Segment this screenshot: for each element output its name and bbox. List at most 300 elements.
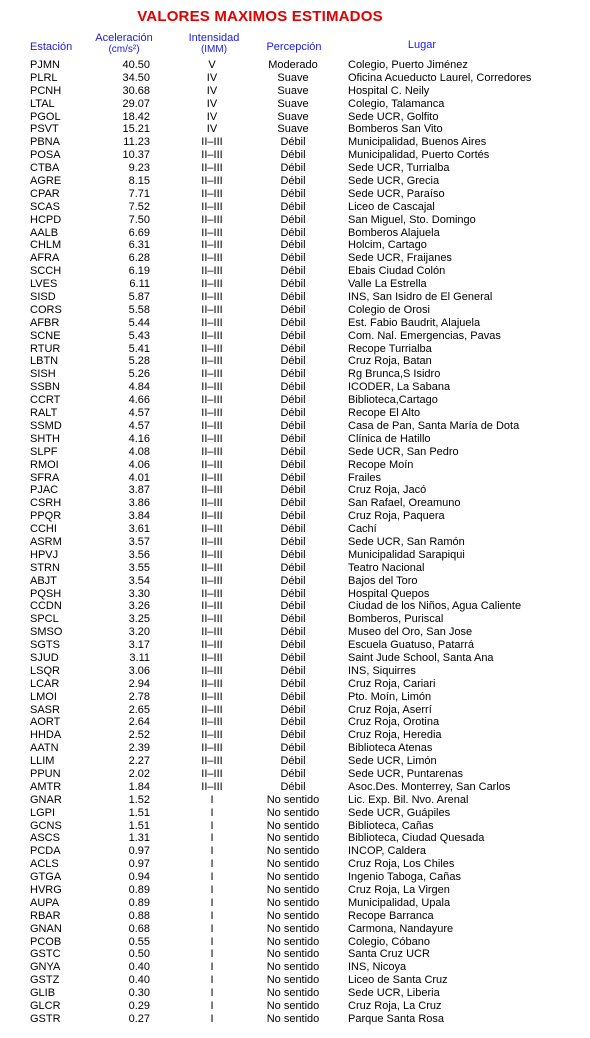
cell-perception: No sentido: [266, 793, 320, 806]
cell-intensity: II–III: [201, 149, 223, 162]
cell-station: GNAR: [30, 793, 62, 806]
cell-place: Lic. Exp. Bil. Nvo. Arenal: [348, 793, 469, 806]
header-intensity-label: Intensidad: [188, 32, 240, 44]
cell-acceleration: 4.06: [128, 458, 150, 471]
cell-acceleration: 5.43: [128, 329, 150, 342]
cell-station: GLCR: [30, 1000, 61, 1013]
table-row: [0, 1013, 590, 1026]
cell-acceleration: 2.65: [128, 703, 150, 716]
table-row: [0, 59, 590, 72]
cell-perception: No sentido: [266, 948, 320, 961]
cell-place: Sede UCR, Liberia: [348, 987, 440, 1000]
cell-perception: Débil: [280, 445, 306, 458]
cell-station: HVRG: [30, 884, 62, 896]
cell-acceleration: 3.55: [128, 561, 150, 574]
cell-acceleration: 6.19: [128, 265, 150, 278]
header-intensity: [180, 33, 248, 55]
cell-intensity: II–III: [201, 316, 223, 329]
cell-acceleration: 3.06: [128, 664, 150, 677]
cell-station: POSA: [30, 149, 61, 162]
cell-intensity: II–III: [201, 716, 223, 729]
cell-acceleration: 9.23: [128, 162, 150, 175]
cell-acceleration: 0.94: [128, 871, 150, 884]
cell-intensity: I: [210, 884, 214, 896]
cell-acceleration: 6.69: [128, 226, 150, 239]
cell-acceleration: 3.84: [128, 510, 150, 523]
cell-perception: Débil: [280, 535, 306, 548]
page-title: VALORES MAXIMOS ESTIMADOS: [137, 8, 383, 25]
cell-perception: Suave: [277, 110, 309, 123]
table-row: [0, 626, 590, 639]
table-row: [0, 394, 590, 407]
cell-perception: No sentido: [266, 974, 320, 987]
cell-station: SFRA: [30, 471, 60, 484]
cell-acceleration: 3.26: [128, 600, 150, 613]
cell-perception: No sentido: [266, 909, 320, 922]
table-row: [0, 858, 590, 871]
table-row: [0, 85, 590, 98]
table-row: [0, 368, 590, 381]
cell-acceleration: 7.71: [128, 187, 150, 200]
cell-perception: Débil: [280, 613, 306, 626]
cell-station: SASR: [30, 703, 60, 716]
cell-perception: No sentido: [266, 1000, 320, 1013]
cell-intensity: I: [210, 1000, 214, 1013]
cell-acceleration: 3.20: [128, 626, 150, 639]
cell-perception: Débil: [280, 742, 306, 755]
cell-acceleration: 5.41: [128, 342, 150, 355]
cell-intensity: I: [210, 961, 214, 974]
cell-intensity: II–III: [201, 278, 223, 291]
cell-station: PCOB: [30, 935, 62, 948]
cell-acceleration: 3.11: [129, 651, 150, 664]
cell-intensity: II–III: [201, 162, 223, 175]
cell-place: Municipalidad, Buenos Aires: [348, 136, 487, 149]
cell-place: Hospital Quepos: [348, 587, 430, 600]
table-row: [0, 742, 590, 755]
table-row: [0, 472, 590, 485]
cell-intensity: II–III: [201, 407, 223, 420]
table-row: [0, 188, 590, 201]
cell-perception: Débil: [280, 755, 306, 768]
cell-place: Bajos del Toro: [348, 574, 418, 587]
cell-perception: Débil: [280, 690, 306, 703]
header-perception: Percepción: [266, 41, 322, 53]
cell-acceleration: 3.56: [128, 548, 150, 561]
header-station: Estación: [30, 41, 73, 53]
cell-acceleration: 6.28: [128, 252, 150, 265]
table-row: [0, 987, 590, 1000]
cell-intensity: II–III: [201, 664, 223, 677]
cell-perception: Suave: [277, 97, 309, 110]
cell-station: STRN: [30, 561, 60, 574]
cell-perception: Débil: [280, 664, 306, 677]
cell-perception: Suave: [277, 71, 309, 84]
cell-perception: Débil: [280, 767, 306, 780]
cell-acceleration: 3.57: [128, 535, 150, 548]
cell-place: Cruz Roja, Orotina: [348, 716, 440, 729]
cell-acceleration: 0.50: [128, 948, 150, 961]
cell-perception: No sentido: [266, 871, 320, 884]
cell-perception: No sentido: [266, 845, 320, 858]
table-row: [0, 807, 590, 820]
cell-intensity: I: [210, 922, 214, 935]
cell-place: Colegio de Orosi: [348, 303, 430, 316]
cell-acceleration: 1.52: [128, 793, 150, 806]
cell-station: AFRA: [30, 252, 60, 265]
cell-intensity: IV: [206, 84, 218, 97]
cell-place: Com. Nal. Emergencias, Pavas: [348, 329, 501, 342]
cell-intensity: I: [210, 806, 214, 819]
cell-perception: Débil: [280, 548, 306, 561]
cell-perception: Débil: [280, 523, 306, 536]
cell-place: Biblioteca Atenas: [348, 742, 433, 755]
cell-intensity: II–III: [201, 342, 223, 355]
cell-station: CHLM: [30, 239, 62, 252]
table-row: [0, 729, 590, 742]
cell-intensity: II–III: [201, 523, 223, 536]
cell-place: Pto. Moín, Limón: [348, 690, 432, 703]
cell-intensity: II–III: [201, 561, 223, 574]
cell-intensity: IV: [206, 123, 218, 136]
cell-station: GNYA: [30, 961, 61, 974]
cell-place: Biblioteca, Ciudad Quesada: [348, 832, 485, 845]
cell-place: Sede UCR, Guápiles: [348, 806, 451, 819]
cell-station: GLIB: [30, 987, 56, 1000]
cell-place: Cruz Roja, Cariari: [348, 677, 436, 690]
cell-acceleration: 0.27: [128, 1012, 150, 1025]
cell-intensity: II–III: [201, 445, 223, 458]
cell-intensity: II–III: [201, 510, 223, 523]
cell-station: SMSO: [30, 626, 63, 639]
cell-intensity: I: [210, 909, 214, 922]
table-row: [0, 961, 590, 974]
cell-place: Saint Jude School, Santa Ana: [348, 651, 494, 664]
cell-acceleration: 5.26: [128, 368, 150, 381]
table-row: [0, 162, 590, 175]
cell-perception: Débil: [280, 187, 306, 200]
cell-place: Sede UCR, Golfito: [348, 110, 439, 123]
cell-acceleration: 1.31: [128, 832, 150, 845]
table-row: [0, 923, 590, 936]
table-row: [0, 897, 590, 910]
table-row: [0, 948, 590, 961]
cell-acceleration: 30.68: [122, 84, 150, 97]
table-row: [0, 1000, 590, 1013]
cell-perception: Débil: [280, 626, 306, 639]
table-row: [0, 497, 590, 510]
cell-place: Museo del Oro, San Jose: [348, 626, 473, 639]
cell-acceleration: 34.50: [122, 71, 150, 84]
cell-intensity: I: [210, 793, 214, 806]
table-row: [0, 639, 590, 652]
cell-intensity: I: [210, 987, 214, 1000]
cell-place: Colegio, Cóbano: [348, 935, 430, 948]
cell-acceleration: 2.02: [128, 767, 150, 780]
cell-intensity: II–III: [201, 574, 223, 587]
cell-station: SCNE: [30, 329, 61, 342]
cell-acceleration: 0.55: [128, 935, 150, 948]
cell-acceleration: 0.40: [128, 961, 150, 974]
cell-perception: Débil: [280, 368, 306, 381]
cell-place: Recope El Alto: [348, 407, 421, 420]
cell-perception: No sentido: [266, 987, 320, 1000]
cell-intensity: II–III: [201, 226, 223, 239]
cell-station: CSRH: [30, 497, 62, 510]
table-row: [0, 600, 590, 613]
cell-station: GSTR: [30, 1012, 61, 1025]
cell-intensity: II–III: [201, 497, 223, 510]
cell-intensity: II–III: [201, 329, 223, 342]
cell-place: Cruz Roja, Aserrí: [348, 703, 432, 716]
cell-perception: Débil: [280, 265, 306, 278]
cell-acceleration: 6.31: [128, 239, 150, 252]
cell-place: Colegio, Puerto Jiménez: [348, 59, 468, 71]
cell-place: INS, Nicoya: [348, 961, 407, 974]
cell-acceleration: 5.58: [128, 303, 150, 316]
table-row: [0, 343, 590, 356]
cell-intensity: II–III: [201, 252, 223, 265]
cell-place: Sede UCR, Fraijanes: [348, 252, 452, 265]
cell-perception: Débil: [280, 213, 306, 226]
cell-intensity: II–III: [201, 213, 223, 226]
cell-intensity: I: [210, 948, 214, 961]
cell-place: Parque Santa Rosa: [348, 1012, 445, 1025]
table-row: [0, 123, 590, 136]
cell-acceleration: 1.84: [128, 780, 150, 793]
cell-perception: Débil: [280, 780, 306, 793]
cell-perception: No sentido: [266, 858, 320, 871]
cell-perception: Débil: [280, 291, 306, 304]
table-row: [0, 781, 590, 794]
cell-station: CCDN: [30, 600, 62, 613]
cell-place: Hospital C. Neily: [348, 84, 430, 97]
cell-station: CCRT: [30, 394, 61, 407]
cell-place: Valle La Estrella: [348, 278, 427, 291]
cell-station: SPCL: [30, 613, 59, 626]
cell-place: Sede UCR, Paraíso: [348, 187, 445, 200]
cell-intensity: II–III: [201, 755, 223, 768]
cell-perception: No sentido: [266, 806, 320, 819]
cell-perception: Débil: [280, 484, 306, 497]
cell-place: Sede UCR, Limón: [348, 755, 437, 768]
cell-perception: Débil: [280, 316, 306, 329]
cell-station: SISH: [30, 368, 56, 381]
cell-place: Bomberos Alajuela: [348, 226, 440, 239]
cell-place: Oficina Acueducto Laurel, Corredores: [348, 71, 532, 84]
table-row: [0, 420, 590, 433]
cell-intensity: II–III: [201, 626, 223, 639]
cell-acceleration: 0.30: [128, 987, 150, 1000]
table-row: [0, 381, 590, 394]
cell-station: AFBR: [30, 316, 60, 329]
cell-intensity: II–III: [201, 613, 223, 626]
cell-acceleration: 4.08: [128, 445, 150, 458]
cell-place: Sede UCR, Puntarenas: [348, 767, 463, 780]
table-row: [0, 446, 590, 459]
cell-acceleration: 0.89: [128, 896, 150, 909]
cell-place: Municipalidad, Puerto Cortés: [348, 149, 490, 162]
table-row: [0, 549, 590, 562]
cell-station: SGTS: [30, 639, 60, 652]
cell-place: Frailes: [348, 471, 382, 484]
cell-station: PCDA: [30, 845, 61, 858]
table-row: [0, 562, 590, 575]
cell-place: Escuela Guatuso, Patarrá: [348, 639, 474, 652]
cell-intensity: I: [210, 871, 214, 884]
cell-station: LTAL: [30, 97, 55, 110]
table-row: [0, 691, 590, 704]
cell-station: PJMN: [30, 59, 60, 71]
cell-perception: Débil: [280, 303, 306, 316]
cell-station: CPAR: [30, 187, 60, 200]
header-acceleration-label: Aceleración: [95, 32, 153, 44]
table-row: [0, 652, 590, 665]
cell-perception: Débil: [280, 703, 306, 716]
cell-perception: No sentido: [266, 1012, 320, 1025]
table-row: [0, 214, 590, 227]
cell-acceleration: 0.88: [128, 909, 150, 922]
cell-perception: Débil: [280, 471, 306, 484]
cell-place: Asoc.Des. Monterrey, San Carlos: [348, 780, 511, 793]
cell-station: PGOL: [30, 110, 61, 123]
cell-station: HHDA: [30, 729, 62, 742]
cell-acceleration: 10.37: [122, 149, 150, 162]
cell-place: Sede UCR, San Ramón: [348, 535, 465, 548]
cell-station: SLPF: [30, 445, 58, 458]
cell-station: LCAR: [30, 677, 60, 690]
table-row: [0, 252, 590, 265]
cell-place: Cruz Roja, La Virgen: [348, 884, 450, 896]
cell-intensity: II–III: [201, 548, 223, 561]
cell-station: AATN: [30, 742, 59, 755]
cell-place: Recope Moín: [348, 458, 414, 471]
cell-station: RBAR: [30, 909, 61, 922]
cell-acceleration: 3.30: [128, 587, 150, 600]
cell-perception: Débil: [280, 432, 306, 445]
table-row: [0, 459, 590, 472]
cell-station: GSTZ: [30, 974, 60, 987]
cell-acceleration: 4.84: [128, 381, 150, 394]
cell-perception: Débil: [280, 226, 306, 239]
table-row: [0, 613, 590, 626]
table-row: [0, 484, 590, 497]
station-table: [0, 59, 590, 1026]
cell-acceleration: 2.94: [128, 677, 150, 690]
cell-intensity: II–III: [201, 187, 223, 200]
cell-perception: Débil: [280, 651, 306, 664]
cell-station: LGPI: [30, 806, 56, 819]
cell-acceleration: 0.97: [128, 858, 150, 871]
cell-station: PJAC: [30, 484, 59, 497]
cell-perception: No sentido: [266, 961, 320, 974]
cell-place: INCOP, Caldera: [348, 845, 427, 858]
cell-place: Cruz Roja, Paquera: [348, 510, 445, 523]
cell-acceleration: 3.87: [128, 484, 150, 497]
cell-place: INS, San Isidro de El General: [348, 291, 493, 304]
cell-perception: Débil: [280, 200, 306, 213]
table-row: [0, 175, 590, 188]
cell-acceleration: 3.86: [128, 497, 150, 510]
cell-station: SCAS: [30, 200, 60, 213]
cell-place: Recope Barranca: [348, 909, 434, 922]
cell-station: AALB: [30, 226, 59, 239]
cell-station: RALT: [30, 407, 58, 420]
cell-perception: Débil: [280, 407, 306, 420]
cell-place: Recope Turrialba: [348, 342, 432, 355]
cell-intensity: II–III: [201, 780, 223, 793]
cell-intensity: II–III: [201, 200, 223, 213]
cell-intensity: II–III: [201, 587, 223, 600]
cell-place: Municipalidad, Upala: [348, 896, 451, 909]
cell-station: AGRE: [30, 175, 62, 188]
cell-station: AUPA: [30, 896, 60, 909]
cell-acceleration: 0.29: [128, 1000, 150, 1013]
table-row: [0, 510, 590, 523]
cell-intensity: II–III: [201, 458, 223, 471]
cell-intensity: I: [210, 1012, 214, 1025]
cell-acceleration: 4.16: [128, 432, 150, 445]
table-row: [0, 291, 590, 304]
table-row: [0, 820, 590, 833]
cell-station: CORS: [30, 303, 62, 316]
cell-perception: Débil: [280, 497, 306, 510]
cell-intensity: II–III: [201, 729, 223, 742]
cell-place: Holcim, Cartago: [348, 239, 427, 252]
cell-acceleration: 0.40: [128, 974, 150, 987]
cell-perception: Débil: [280, 278, 306, 291]
table-row: [0, 575, 590, 588]
table-row: [0, 845, 590, 858]
cell-station: PLRL: [30, 71, 58, 84]
cell-station: CTBA: [30, 162, 60, 175]
cell-station: ASCS: [30, 832, 60, 845]
table-row: [0, 72, 590, 85]
cell-station: LSQR: [30, 664, 60, 677]
header-acceleration: [88, 33, 160, 55]
cell-acceleration: 3.61: [128, 523, 150, 536]
cell-perception: No sentido: [266, 896, 320, 909]
cell-acceleration: 11.23: [123, 136, 150, 149]
cell-place: Cruz Roja, Los Chiles: [348, 858, 455, 871]
cell-place: Sede UCR, San Pedro: [348, 445, 459, 458]
cell-acceleration: 0.89: [128, 884, 150, 896]
cell-place: Bomberos, Puriscal: [348, 613, 444, 626]
cell-perception: Débil: [280, 149, 306, 162]
cell-perception: Débil: [280, 716, 306, 729]
cell-acceleration: 8.15: [128, 175, 150, 188]
cell-acceleration: 3.25: [128, 613, 150, 626]
cell-station: HPVJ: [30, 548, 59, 561]
cell-intensity: I: [210, 819, 214, 832]
cell-intensity: II–III: [201, 432, 223, 445]
cell-acceleration: 5.28: [128, 355, 150, 368]
table-row: [0, 278, 590, 291]
cell-place: Cruz Roja, Batan: [348, 355, 432, 368]
cell-perception: No sentido: [266, 884, 320, 896]
header-acceleration-unit: (cm/s²): [108, 44, 140, 55]
cell-station: HCPD: [30, 213, 62, 226]
cell-intensity: II–III: [201, 703, 223, 716]
table-row: [0, 678, 590, 691]
cell-place: Biblioteca, Cañas: [348, 819, 434, 832]
cell-station: SSBN: [30, 381, 60, 394]
table-row: [0, 832, 590, 845]
cell-place: San Rafael, Oreamuno: [348, 497, 461, 510]
cell-acceleration: 6.11: [129, 278, 150, 291]
cell-intensity: II–III: [201, 381, 223, 394]
cell-intensity: II–III: [201, 291, 223, 304]
